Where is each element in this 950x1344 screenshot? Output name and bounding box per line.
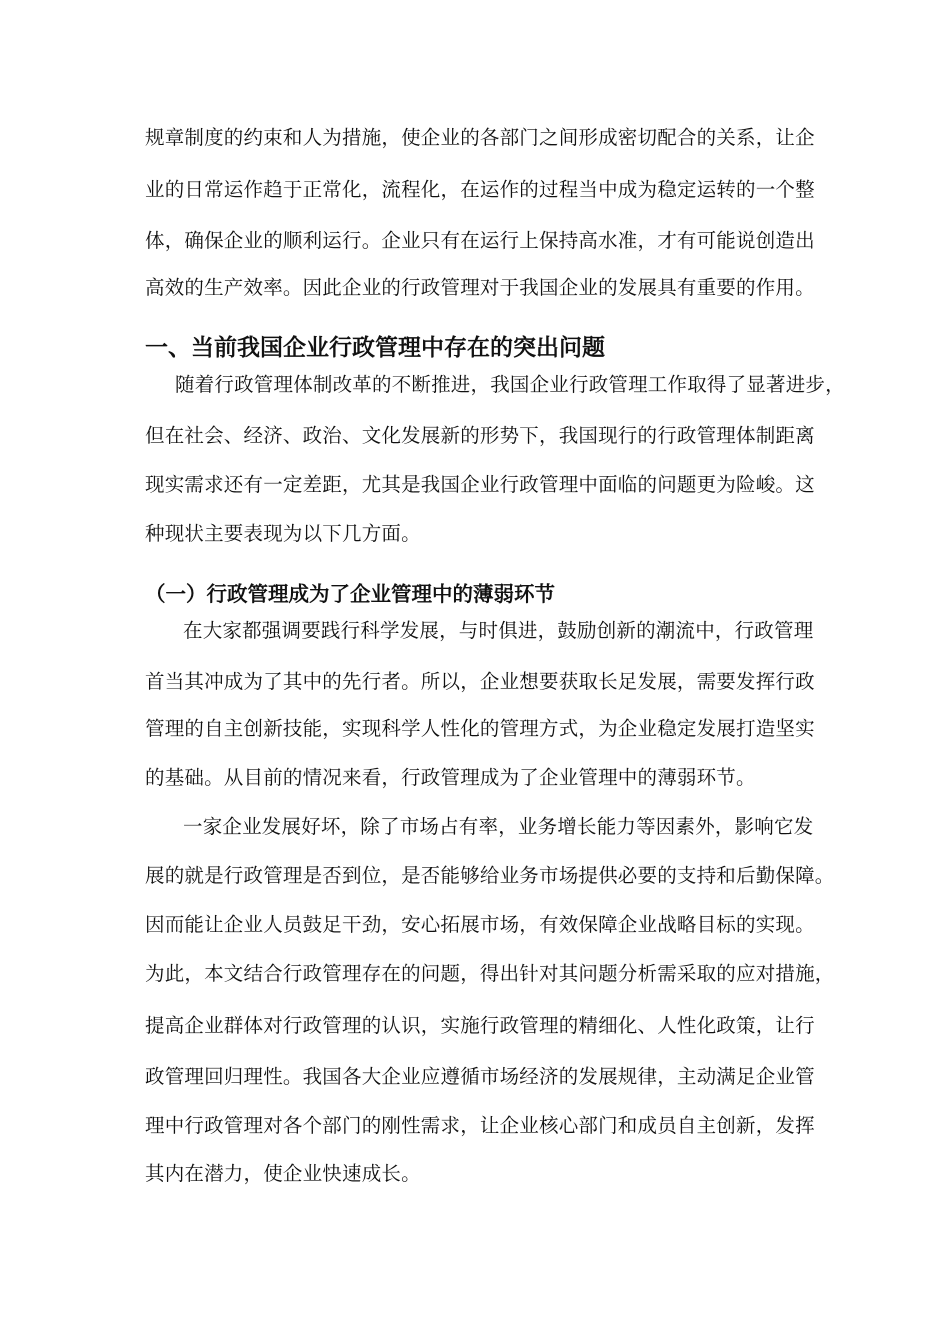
subsection-paragraph-line: 政管理回归理性。我国各大企业应遵循市场经济的发展规律，主动满足企业管 bbox=[145, 1065, 815, 1088]
subsection-paragraph-line: 管理的自主创新技能，实现科学人性化的管理方式，为企业稳定发展打造坚实 bbox=[145, 717, 815, 740]
intro-line: 业的日常运作趋于正常化，流程化，在运作的过程当中成为稳定运转的一个整 bbox=[145, 178, 815, 201]
subsection-paragraph-line: 提高企业群体对行政管理的认识，实施行政管理的精细化、人性化政策，让行 bbox=[145, 1014, 815, 1037]
intro-line: 体，确保企业的顺利运行。企业只有在运行上保持高水准，才有可能说创造出 bbox=[145, 229, 815, 252]
section-heading: 一、当前我国企业行政管理中存在的突出问题 bbox=[145, 335, 605, 361]
section-paragraph-line: 现实需求还有一定差距，尤其是我国企业行政管理中面临的问题更为险峻。这 bbox=[145, 473, 815, 496]
subsection-paragraph-line: 在大家都强调要践行科学发展，与时俱进，鼓励创新的潮流中，行政管理 bbox=[183, 619, 814, 642]
subsection-paragraph-line: 为此，本文结合行政管理存在的问题，得出针对其问题分析需采取的应对措施， bbox=[145, 962, 835, 985]
intro-line: 高效的生产效率。因此企业的行政管理对于我国企业的发展具有重要的作用。 bbox=[145, 276, 815, 299]
subsection-paragraph-line: 一家企业发展好坏，除了市场占有率，业务增长能力等因素外，影响它发 bbox=[183, 815, 814, 838]
intro-line: 规章制度的约束和人为措施，使企业的各部门之间形成密切配合的关系，让企 bbox=[145, 126, 815, 149]
subsection-paragraph-line: 首当其冲成为了其中的先行者。所以，企业想要获取长足发展，需要发挥行政 bbox=[145, 670, 815, 693]
subsection-paragraph-line: 其内在潜力，使企业快速成长。 bbox=[145, 1162, 421, 1185]
subsection-paragraph-line: 理中行政管理对各个部门的刚性需求，让企业核心部门和成员自主创新，发挥 bbox=[145, 1114, 815, 1137]
subsection-paragraph-line: 因而能让企业人员鼓足干劲，安心拓展市场，有效保障企业战略目标的实现。 bbox=[145, 913, 815, 936]
section-paragraph-line: 随着行政管理体制改革的不断推进，我国企业行政管理工作取得了显著进步， bbox=[175, 373, 845, 396]
subsection-paragraph-line: 展的就是行政管理是否到位，是否能够给业务市场提供必要的支持和后勤保障。 bbox=[145, 864, 835, 887]
section-paragraph-line: 但在社会、经济、政治、文化发展新的形势下，我国现行的行政管理体制距离 bbox=[145, 424, 815, 447]
subsection-paragraph-line: 的基础。从目前的情况来看，行政管理成为了企业管理中的薄弱环节。 bbox=[145, 766, 756, 789]
section-paragraph-line: 种现状主要表现为以下几方面。 bbox=[145, 522, 421, 545]
subsection-heading: （一）行政管理成为了企业管理中的薄弱环节 bbox=[145, 582, 555, 606]
